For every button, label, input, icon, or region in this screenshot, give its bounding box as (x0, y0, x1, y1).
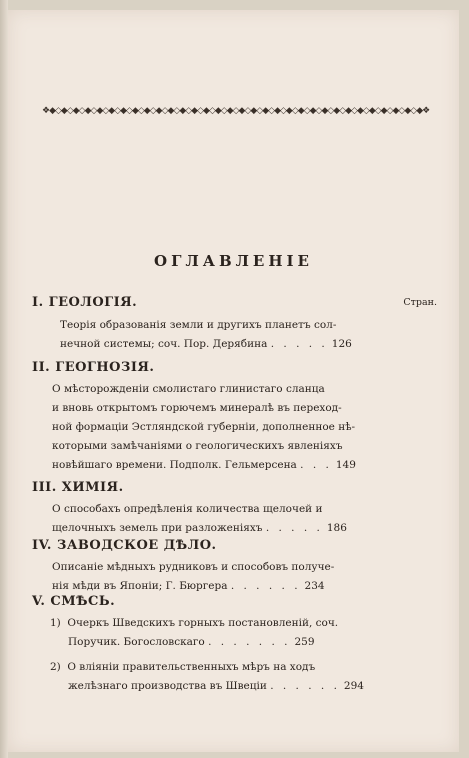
toc-entry[interactable] (50, 658, 364, 696)
entry-line: 1) Очеркъ Шведскихъ горныхъ постановленій, соч. (50, 614, 338, 633)
page-number: 259 (294, 636, 315, 648)
toc-entry[interactable] (60, 316, 352, 354)
entry-number: 1) (50, 617, 61, 629)
entry-line: Описаніе мѣдныхъ рудниковъ и способовъ получе- (52, 561, 335, 573)
entry-line: новѣйшаго времени. Подполк. Гельмерсена . . . 149 (52, 456, 356, 475)
page-title: ОГЛАВЛЕНІЕ (154, 252, 313, 270)
entry-line: О мѣсторожденіи смолистаго глинистаго сланца (52, 383, 325, 395)
section-heading-chemistry: III. ХИМІЯ. (32, 480, 124, 495)
entry-line: О способахъ опредѣленія количества щелочей и (52, 503, 323, 515)
section-heading-geology: I. ГЕОЛОГІЯ. (32, 295, 138, 310)
entry-line: 2) О вліяніи правительственныхъ мѣръ на ходъ (50, 658, 364, 677)
entry-line: желѣзнаго производства въ Швеціи . . . . . . 294 (50, 677, 364, 696)
section-heading-miscellany: V. СМѢСЬ. (32, 594, 116, 609)
entry-line: которыми замѣчаніями о геологическихъ явленіяхъ (52, 440, 343, 452)
toc-entry[interactable] (52, 500, 347, 538)
toc-entry[interactable] (52, 558, 334, 596)
entry-line: Теорія образованія земли и другихъ планетъ сол- (60, 319, 337, 331)
entry-line: нія мѣди въ Японіи; Г. Бюргера . . . . . . 234 (52, 577, 334, 596)
entry-number: 2) (50, 661, 61, 673)
dot-leader: . . . . . (270, 338, 328, 350)
page-edge (0, 0, 8, 758)
toc-entry[interactable] (50, 614, 338, 652)
entry-line: щелочныхъ земель при разложеніяхъ . . . . . 186 (52, 519, 347, 538)
dot-leader: . . . . . . . (208, 636, 291, 648)
entry-line: Поручик. Богословскаго . . . . . . . 259 (50, 633, 338, 652)
page-number: 149 (335, 459, 356, 471)
page-number: 186 (326, 522, 347, 534)
section-heading-geognosy: II. ГЕОГНОЗІЯ. (32, 360, 155, 375)
page-column-header: Стран. (403, 297, 437, 308)
page-number: 294 (343, 680, 364, 692)
dot-leader: . . . (300, 459, 332, 471)
dot-leader: . . . . . . (230, 580, 301, 592)
toc-entry[interactable] (52, 380, 356, 475)
entry-line: и вновь открытомъ горючемъ минералѣ въ переход- (52, 402, 342, 414)
dot-leader: . . . . . . (270, 680, 340, 692)
decorative-border: ❖◆◇◆◇◆◇◆◇◆◇◆◇◆◇◆◇◆◇◆◇◆◇◆◇◆◇◆◇◆◇◆◇◆◇◆◇◆◇◆◇◆◇◆◇◆◇◆◇◆◇◆◇◆◇◆◇◆◇◆◇◆◇◆❖ (42, 106, 430, 116)
dot-leader: . . . . . (265, 522, 323, 534)
page-number: 234 (304, 580, 325, 592)
section-heading-mining: IV. ЗАВОДСКОЕ ДѢЛО. (32, 538, 217, 553)
document-page (8, 10, 459, 752)
page-number: 126 (331, 338, 352, 350)
entry-line: нечной системы; соч. Пор. Дерябина . . . . . 126 (60, 335, 352, 354)
entry-line: ной формаціи Эстляндской губерніи, дополненное нѣ- (52, 421, 356, 433)
